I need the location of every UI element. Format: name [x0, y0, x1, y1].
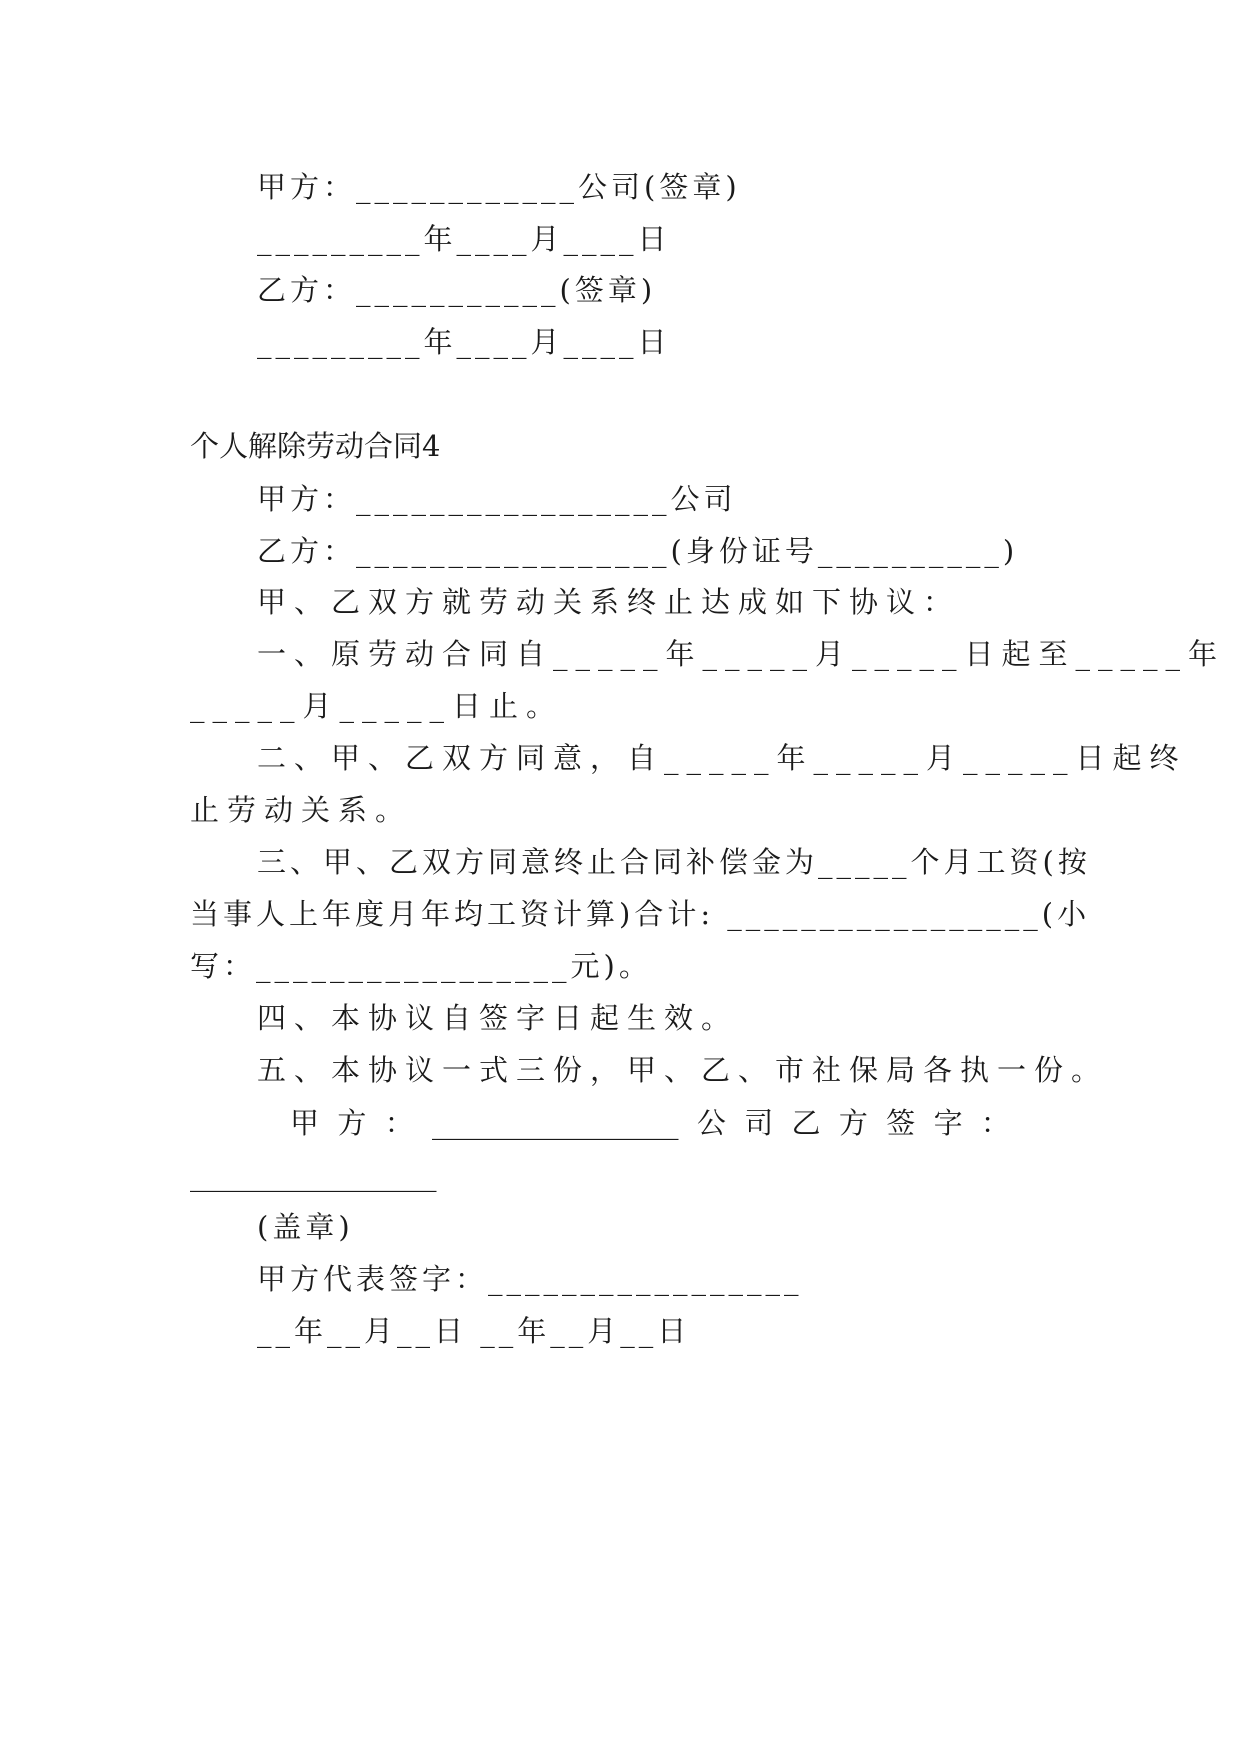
sign-char: 字: [933, 1106, 963, 1140]
sign-char: 公: [696, 1106, 726, 1140]
section-title: 个人解除劳动合同4: [190, 429, 441, 463]
clause-4: 四、本协议自签字日起生效。: [257, 1001, 739, 1035]
party-a-line: 甲方：_________________公司: [257, 482, 737, 516]
sign-char: 司: [744, 1106, 774, 1140]
sign-char: 方: [838, 1106, 868, 1140]
clause-2-line-2: 止劳动关系。: [190, 793, 413, 827]
party-b-signature-line: 乙方：___________(签章): [257, 273, 657, 307]
representative-signature: 甲方代表签字：_________________: [257, 1262, 803, 1296]
clause-1-line-2: _____月_____日止。: [190, 689, 564, 723]
clause-5: 五、本协议一式三份，甲、乙、市社保局各执一份。: [257, 1053, 1109, 1087]
clause-1-line-1: 一、原劳动合同自_____年_____月_____日起至_____年: [257, 637, 1226, 671]
party-a-signature-line: 甲方：____________公司(签章): [257, 170, 741, 204]
clause-3-line-1: 三、甲、乙双方同意终止合同补偿金为_____个月工资(按: [257, 845, 1091, 879]
date-fields: __年__月__日 __年__月__日: [257, 1314, 691, 1348]
sign-char: 乙: [791, 1106, 821, 1140]
clause-3-line-3: 写：_________________元)。: [190, 949, 652, 983]
sign-char: 甲: [290, 1106, 320, 1140]
seal-label: (盖章): [257, 1210, 354, 1244]
signature-row: [290, 1103, 1010, 1143]
party-b-sign-blank: _________________: [190, 1158, 437, 1192]
party-b-line: 乙方：_________________(身份证号__________): [257, 534, 1019, 568]
sign-char: 签: [886, 1106, 916, 1140]
clause-2-line-1: 二、甲、乙双方同意，自_____年_____月_____日起终: [257, 741, 1187, 775]
intro-paragraph: 甲、乙双方就劳动关系终止达成如下协议：: [257, 585, 961, 619]
sign-char: 方: [337, 1106, 367, 1140]
sign-char: ：: [980, 1106, 1010, 1140]
sign-blank: _________________: [432, 1106, 679, 1140]
clause-3-line-2: 当事人上年度月年均工资计算)合计: _________________(小: [190, 897, 1091, 931]
party-b-date-line: _________年____月____日: [257, 325, 671, 359]
party-a-date-line: _________年____月____日: [257, 222, 671, 256]
sign-char: ：: [384, 1106, 414, 1140]
